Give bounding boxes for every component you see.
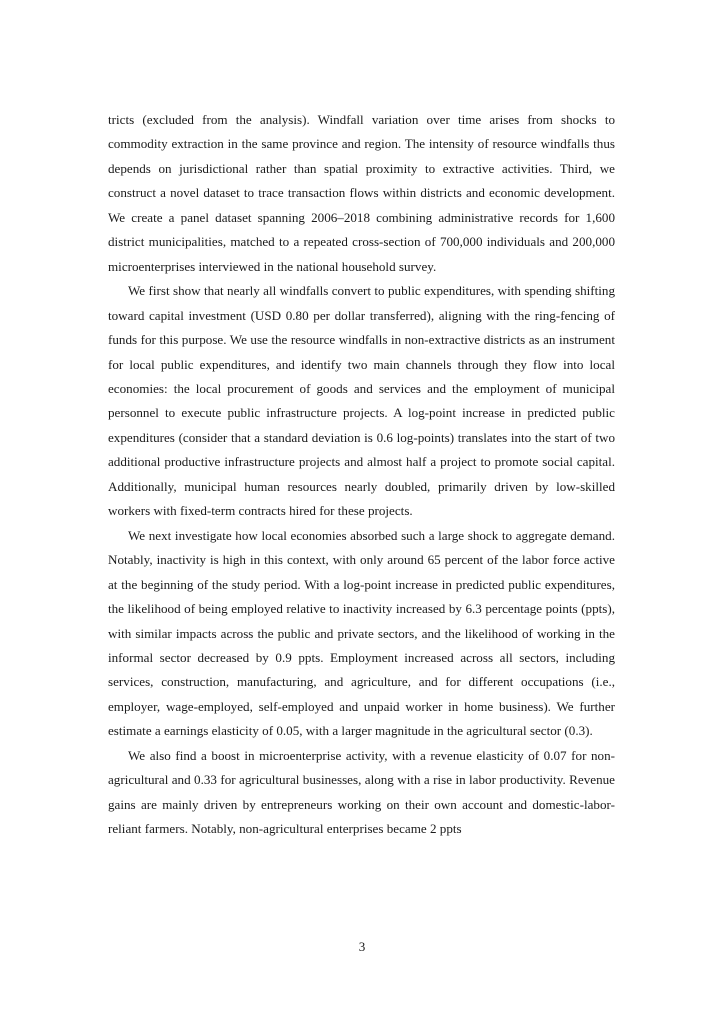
- paragraph-labor-market: We next investigate how local economies absorbed such a large shock to aggregate demand. Notably, inactivity is high in this context, with only around 65 percent of the labor force active at the beginning of the study period. With a log-point increase in predicted public expenditures, the likelihood of being employed relative to inactivity increased by 6.3 percentage points (ppts), with similar impacts across the public and private sectors, and the likelihood of working in the informal sector decreased by 0.9 ppts. Employment increased across all sectors, including services, construction, manufacturing, and agriculture, and for different occupations (i.e., employer, wage-employed, self-employed and unpaid worker in home business). We further estimate a earnings elasticity of 0.05, with a larger magnitude in the agricultural sector (0.3).: [108, 527, 615, 739]
- paragraph-expenditures: We first show that nearly all windfalls convert to public expenditures, with spending shifting toward capital investment (USD 0.80 per dollar transferred), aligning with the ring-fencing of funds for this purpose. We use the resource windfalls in non-extractive districts as an instrument for local public expenditures, and identify two main channels through they flow into local economies: the local procurement of goods and services and the employment of municipal personnel to execute public infrastructure projects. A log-point increase in predicted public expenditures (consider that a standard deviation is 0.6 log-points) translates into the start of two additional productive infrastructure projects and almost half a project to promote social capital. Additionally, municipal human resources nearly doubled, primarily driven by low-skilled workers with fixed-term contracts hired for these projects.: [108, 283, 615, 519]
- paragraph-continued: tricts (excluded from the analysis). Windfall variation over time arises from shocks to commodity extraction in the same province and region. The intensity of resource windfalls thus depends on jurisdictional rather than spatial proximity to extractive activities. Third, we construct a novel dataset to trace transaction flows within districts and economic development. We create a panel dataset spanning 2006–2018 combining administrative records for 1,600 district municipalities, matched to a repeated cross-section of 700,000 individuals and 200,000 microenterprises interviewed in the national household survey.: [108, 112, 615, 274]
- paragraph-microenterprises: We also find a boost in microenterprise activity, with a revenue elasticity of 0.07 for non-agricultural and 0.33 for agricultural businesses, along with a rise in labor productivity. Revenue gains are mainly driven by entrepreneurs working on their own account and domestic-labor-reliant farmers. Notably, non-agricultural enterprises became 2 ppts: [108, 747, 615, 837]
- body-text: [108, 108, 615, 842]
- page-number: 3: [358, 939, 366, 954]
